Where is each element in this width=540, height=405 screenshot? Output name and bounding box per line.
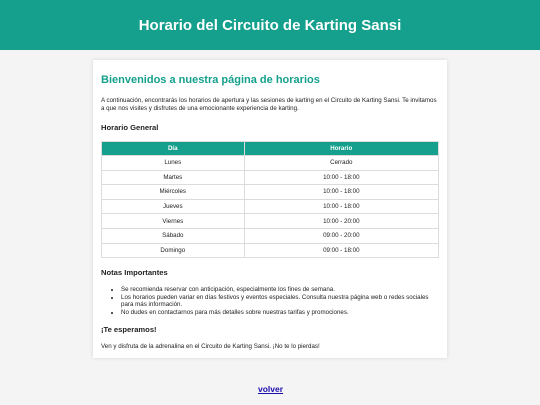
hours-cell: 10:00 - 18:00 [244, 170, 438, 185]
column-header-day: Día [102, 142, 245, 156]
table-header-row [102, 142, 439, 156]
content-card [93, 60, 447, 358]
notes-heading: Notas Importantes [101, 268, 168, 278]
hours-cell: 10:00 - 18:00 [244, 199, 438, 214]
table-row [102, 199, 439, 214]
intro-paragraph: A continuación, encontrarás los horarios de apertura y las sesiones de karting en el Circuito de Karting Sansi. Te invitamos a que nos visites y disfrutes de una emocionante experiencia de karting. [101, 97, 437, 112]
day-cell: Lunes [102, 156, 245, 171]
welcome-heading: Bienvenidos a nuestra página de horarios [101, 74, 320, 86]
closing-heading: ¡Te esperamos! [101, 324, 157, 334]
day-cell: Sábado [102, 228, 245, 243]
list-item: • Los horarios pueden variar en días festivos y eventos especiales. Consulta nuestra página web o redes sociales para más información. [121, 294, 439, 309]
page-title: Horario del Circuito de Karting Sansi [138, 16, 402, 34]
notes-list [101, 286, 439, 316]
day-cell: Martes [102, 170, 245, 185]
column-header-hours: Horario [244, 142, 438, 156]
hours-cell: 09:00 - 20:00 [244, 228, 438, 243]
hours-cell: Cerrado [244, 156, 438, 171]
schedule-table [101, 141, 439, 258]
list-item: • No dudes en contactarnos para más detalles sobre nuestras tarifas y promociones. [121, 309, 439, 317]
table-row [102, 170, 439, 185]
table-row [102, 156, 439, 171]
table-row [102, 214, 439, 229]
hours-cell: 10:00 - 20:00 [244, 214, 438, 229]
back-link[interactable]: volver [258, 384, 284, 394]
page-header [0, 0, 540, 50]
day-cell: Viernes [102, 214, 245, 229]
closing-paragraph: Ven y disfruta de la adrenalina en el Circuito de Karting Sansi. ¡No te lo pierdas! [101, 342, 320, 350]
schedule-heading: Horario General [101, 123, 159, 132]
day-cell: Miércoles [102, 185, 245, 200]
day-cell: Domingo [102, 243, 245, 258]
hours-cell: 10:00 - 18:00 [244, 185, 438, 200]
table-row [102, 228, 439, 243]
day-cell: Jueves [102, 199, 245, 214]
table-row [102, 243, 439, 258]
table-row [102, 185, 439, 200]
hours-cell: 09:00 - 18:00 [244, 243, 438, 258]
list-item: • Se recomienda reservar con anticipación, especialmente los fines de semana. [121, 286, 439, 294]
